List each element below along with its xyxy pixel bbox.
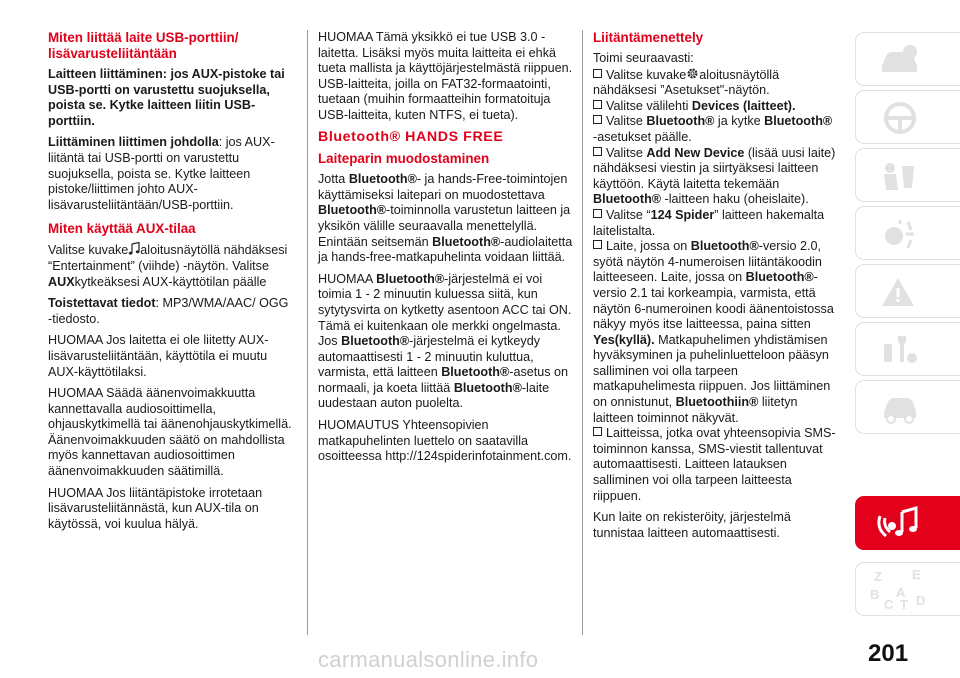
svg-text:B: B xyxy=(870,587,880,602)
bullet-box-icon xyxy=(593,147,602,156)
steering-wheel-icon xyxy=(878,100,922,136)
tab-index[interactable] xyxy=(855,562,960,616)
column-middle xyxy=(318,30,574,471)
note-noise: HUOMAA Jos liitäntäpistoke irrotetaan lisävarusteliitännästä, kun AUX-tila on käytössä, voi kuulua hälyä. xyxy=(48,485,263,531)
step-6: Laite, jossa on Bluetooth®-versio 2.0, syötä näytön 4-numeroisen liitäntäkoodin laitteeseen. Laite, jossa on Bluetooth®-versio 2.1 tai korkeampia, varmista, että näytön 6-numeroinen koodi äänentoistossa näkyy myös itse laitteessa, paina sitten Yes(kyllä). Matkapuhelimen yhdistämisen hyväksyminen ja puhelinluetteloon pääsyn salliminen voi olla tarpeen matkapuhelimesta riippuen. Jos liittäminen on onnistunut, Bluetoothiin® liitetyn laitteen toiminnot näkyvät. xyxy=(593,239,834,425)
heading-usb-connect: Miten liittää laite USB-porttiin/ lisävarusteliitäntään xyxy=(48,30,239,61)
step-5: Valitse “124 Spider” laitteen hakemalta laitelistalta. xyxy=(593,207,825,238)
note-bluetooth-delay: HUOMAA Bluetooth®-järjestelmä ei voi toimia 1 - 2 minuutin kuluessa siitä, kun sytytysvirta on kytketty asentoon ACC tai ON. Tämä ei kuitenkaan ole merkki ongelmasta. Jos Bluetooth®-järjestelmä ei kytkeydy automaattisesti 1 - 2 minuutin kuluttua, varmista, että laitteen Bluetooth®-asetus on normaali, ja koeta liittää Bluetooth®-laite uudestaan auton puolelta. xyxy=(318,271,572,411)
svg-text:A: A xyxy=(896,585,906,600)
column-left xyxy=(48,30,296,538)
safety-icon xyxy=(878,158,922,194)
intro-line: Toimi seuraavasti: xyxy=(593,51,694,65)
car-info-icon xyxy=(878,42,922,78)
column-divider xyxy=(307,30,308,635)
note-compatible-phones: HUOMAUTUS Yhteensopivien matkapuhelinten luettelo on saatavilla osoitteessa http://124spiderinfotainment.com. xyxy=(318,418,572,464)
step-1: Valitse kuvake aloitusnäytöllä nähdäksesi ”Asetukset"-näytön. xyxy=(593,67,780,98)
para-pairing: Jotta Bluetooth®- ja hands-Free-toimintojen käyttämiseksi laitepari on muodostettava Bluetooth®-toiminnolla varustetun laitteen ja yksikön välille seuraavalla menettelyllä. Enintään seitsemän Bluetooth®-audiolaitetta ja hands-free-matkapuhelinta voidaan liittää. xyxy=(318,172,573,265)
watermark: carmanualsonline.info xyxy=(318,647,539,672)
tab-emergency[interactable] xyxy=(855,264,960,318)
tab-technical-specs[interactable] xyxy=(855,380,960,434)
step-4: Valitse Add New Device (lisää uusi laite) nähdäksesi viestin ja siirtyäksesi laitteen käyttöön. Käytä laitetta tekemään Bluetooth® -laitteen haku (oheislaite). xyxy=(593,145,836,207)
note-aux-not-connected: HUOMAA Jos laitetta ei ole liitetty AUX-lisävarusteliitäntään, käyttötila ei muutu AUX-käyttötilaksi. xyxy=(48,333,269,379)
para-aux-select: Valitse kuvake aloitusnäytöllä nähdäksesi “Entertainment” (viihde) -näytön. Valitse AUXkytkeäksesi AUX-käyttötilan päälle xyxy=(48,243,288,289)
para-device-connect: Laitteen liittäminen: jos AUX-pistoke tai USB-portti on varustettu suojuksella, poista se. Kytke laitteen liitin USB-porttiin. xyxy=(48,67,285,128)
heading-aux-mode: Miten käyttää AUX-tilaa xyxy=(48,221,196,237)
svg-text:E: E xyxy=(912,567,921,582)
tab-safety[interactable] xyxy=(855,148,960,202)
svg-text:T: T xyxy=(900,597,908,611)
svg-text:Z: Z xyxy=(874,569,882,584)
column-right xyxy=(593,30,837,547)
bullet-box-icon xyxy=(593,427,602,436)
bullet-box-icon xyxy=(593,115,602,124)
heading-bluetooth-hands-free: Bluetooth® HANDS FREE xyxy=(318,128,504,145)
bullet-box-icon xyxy=(593,240,602,249)
step-2: Valitse välilehti Devices (laitteet). xyxy=(593,99,837,115)
para-playable-data: Toistettavat tiedot: MP3/WMA/AAC/ OGG -tiedosto. xyxy=(48,296,289,326)
tab-steering[interactable] xyxy=(855,90,960,144)
bullet-box-icon xyxy=(593,100,602,109)
index-letters-icon xyxy=(870,567,930,611)
column-divider xyxy=(582,30,583,635)
note-usb3: HUOMAA Tämä yksikkö ei tue USB 3.0 -laitetta. Lisäksi myös muita laitteita ei ehkä tueta mallista ja käyttöjärjestelmästä riippuen. xyxy=(318,30,573,76)
music-note-icon xyxy=(128,242,140,255)
para-auto-recognize: Kun laite on rekisteröity, järjestelmä tunnistaa laitteen automaattisesti. xyxy=(593,510,791,540)
heading-connection-procedure: Liitäntämenettely xyxy=(593,30,704,45)
svg-text:C: C xyxy=(884,597,894,611)
multimedia-icon xyxy=(872,504,924,544)
step-3: Valitse Bluetooth® ja kytke Bluetooth® -asetukset päälle. xyxy=(593,114,833,144)
note-volume: HUOMAA Säädä äänenvoimakkuutta kannettavalla audiosoittimella, ohjauskytkimellä tai äänenohjauskytkimellä. Äänenvoimakkuuden säätö on mahdollista myös kannettavan audiosoittimen äänenvoimakkuuden säätimillä. xyxy=(48,386,292,479)
bullet-box-icon xyxy=(593,209,602,218)
note-fat32: USB-laitteita, joilla on FAT32-formaatointi, tuetaan (muihin formaatteihin formatoituja USB-laitteita, kuten NTFS, ei tueta). xyxy=(318,76,551,122)
tab-car-info[interactable] xyxy=(855,32,960,86)
tab-warning-lights[interactable] xyxy=(855,206,960,260)
page-number: 201 xyxy=(868,640,909,667)
bullet-box-icon xyxy=(593,69,602,78)
tab-maintenance[interactable] xyxy=(855,322,960,376)
para-cable-connect: Liittäminen liittimen johdolla: jos AUX-liitäntä tai USB-portti on varustettu suojuksella, poista se. Kytke laitteen pistoke/liittimen johto AUX-lisävarusteliitäntään/USB-porttiin. xyxy=(48,135,275,212)
emergency-icon xyxy=(878,274,922,310)
heading-pairing: Laiteparin muodostaminen xyxy=(318,151,490,167)
tab-multimedia[interactable] xyxy=(855,496,960,550)
step-7: Laitteissa, jotka ovat yhteensopivia SMS-toiminnon kanssa, SMS-viestit tallentuvat automaattisesti. Laitteen latauksen salliminen voi olla tarpeen laitteesta riippuen. xyxy=(593,426,836,503)
warning-light-icon xyxy=(878,216,922,252)
gear-icon xyxy=(686,67,699,80)
car-specs-icon xyxy=(878,390,922,426)
svg-text:D: D xyxy=(916,593,926,608)
wrench-icon xyxy=(878,332,922,368)
